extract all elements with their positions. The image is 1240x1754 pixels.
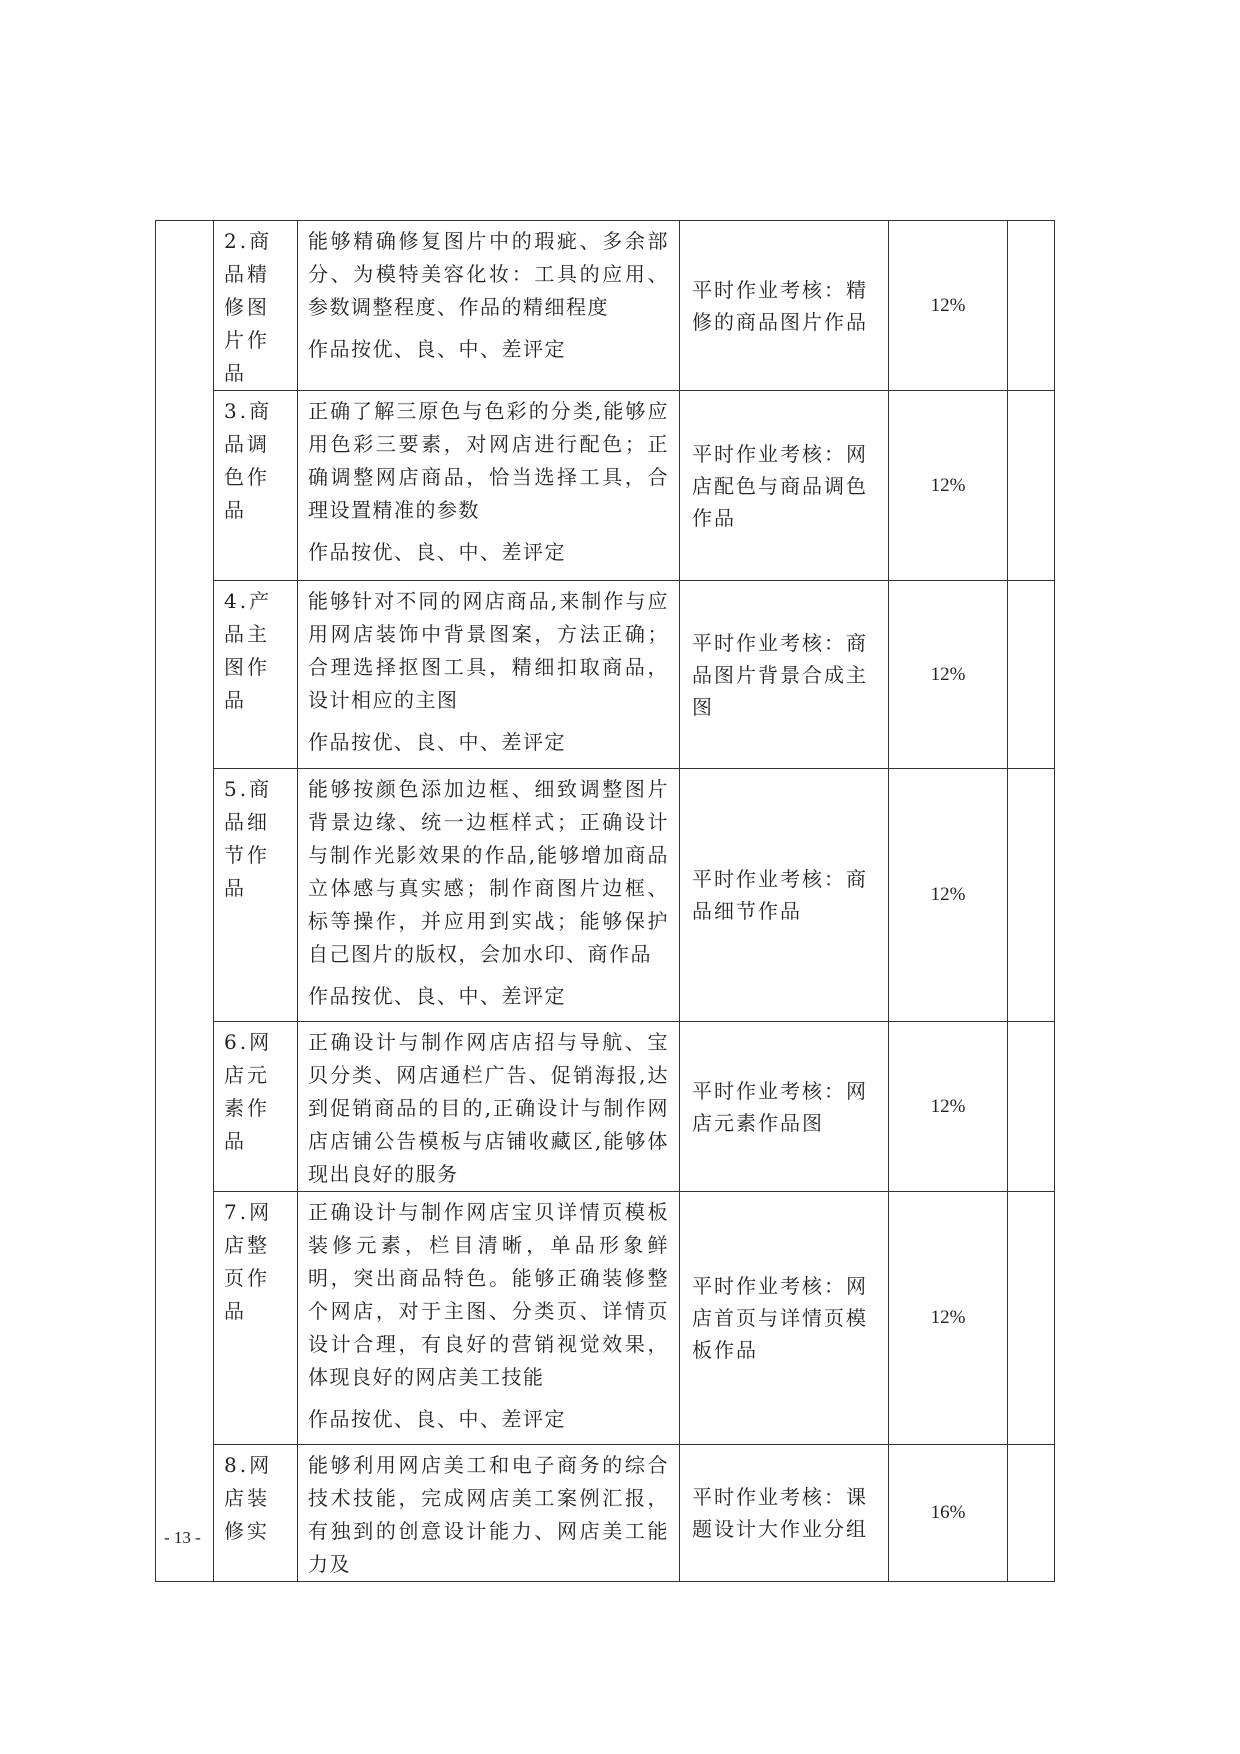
blank-right-cell	[1008, 391, 1055, 581]
weight-value: 12%	[930, 294, 966, 316]
table-row	[156, 1445, 1055, 1582]
blank-right-cell	[1008, 221, 1055, 391]
page-number: - 13 -	[164, 1528, 201, 1547]
table-row	[156, 221, 1055, 391]
method-text: 平时作业考核：商品细节作品	[692, 867, 868, 923]
assessment-table	[155, 220, 1055, 1582]
weight-value: 12%	[930, 1095, 966, 1117]
table-row	[156, 391, 1055, 581]
method-cell	[680, 1445, 889, 1582]
item-name-cell	[214, 221, 298, 391]
requirement-cell	[298, 1445, 680, 1582]
item-name: 7.网店整页作品	[224, 1200, 273, 1323]
grade-note: 作品按优、良、中、差评定	[308, 1407, 566, 1431]
method-text: 平时作业考核：网店首页与详情页模板作品	[692, 1274, 868, 1362]
blank-left-cell	[156, 221, 214, 1582]
item-name-cell	[214, 581, 298, 769]
table-row	[156, 581, 1055, 769]
weight-cell	[889, 581, 1008, 769]
requirement-cell	[298, 581, 680, 769]
grade-note: 作品按优、良、中、差评定	[308, 984, 566, 1008]
requirement-cell	[298, 391, 680, 581]
weight-cell	[889, 769, 1008, 1022]
method-text: 平时作业考核：网店配色与商品调色作品	[692, 441, 868, 530]
requirement-cell	[298, 221, 680, 391]
weight-cell	[889, 1192, 1008, 1445]
requirement-text: 能够利用网店美工和电子商务的综合技术技能，完成网店美工案例汇报，有独到的创意设计能力、网店美工能力及	[308, 1453, 669, 1576]
item-name: 2.商品精修图片作品	[224, 229, 273, 385]
weight-cell	[889, 1445, 1008, 1582]
method-cell	[680, 769, 889, 1022]
item-name-cell	[214, 1022, 298, 1192]
method-cell	[680, 1022, 889, 1192]
requirement-text: 能够按颜色添加边框、细致调整图片背景边缘、统一边框样式；正确设计与制作光影效果的作品,能够增加商品立体感与真实感；制作商图片边框、标等操作，并应用到实战；能够保护自己图片的版权，会加水印、商作品	[308, 777, 669, 966]
item-name-cell	[214, 1192, 298, 1445]
grade-note: 作品按优、良、中、差评定	[308, 540, 566, 564]
blank-right-cell	[1008, 581, 1055, 769]
method-cell	[680, 1192, 889, 1445]
requirement-text: 正确设计与制作网店店招与导航、宝贝分类、网店通栏广告、促销海报,达到促销商品的目的,正确设计与制作网店店铺公告模板与店铺收藏区,能够体现出良好的服务	[308, 1030, 669, 1186]
item-name: 3.商品调色作品	[224, 399, 273, 522]
requirement-text: 能够精确修复图片中的瑕疵、多余部分、为模特美容化妆：工具的应用、参数调整程度、作品的精细程度	[308, 229, 669, 319]
requirement-cell	[298, 769, 680, 1022]
weight-value: 12%	[930, 663, 966, 685]
weight-value: 12%	[930, 884, 966, 905]
method-cell	[680, 391, 889, 581]
item-name: 5.商品细节作品	[224, 777, 273, 900]
weight-value: 12%	[930, 474, 966, 496]
item-name: 4.产品主图作品	[224, 589, 273, 712]
grade-note: 作品按优、良、中、差评定	[308, 730, 566, 754]
requirement-cell	[298, 1022, 680, 1192]
weight-cell	[889, 221, 1008, 391]
item-name-cell	[214, 391, 298, 581]
requirement-text: 正确了解三原色与色彩的分类,能够应用色彩三要素，对网店进行配色；正确调整网店商品，恰当选择工具，合理设置精准的参数	[308, 399, 669, 522]
blank-right-cell	[1008, 769, 1055, 1022]
method-cell	[680, 581, 889, 769]
method-text: 平时作业考核：网店元素作品图	[692, 1078, 868, 1135]
item-name-cell	[214, 1445, 298, 1582]
blank-right-cell	[1008, 1192, 1055, 1445]
table-row	[156, 1192, 1055, 1445]
method-cell	[680, 221, 889, 391]
blank-right-cell	[1008, 1445, 1055, 1582]
weight-cell	[889, 1022, 1008, 1192]
requirement-text: 能够针对不同的网店商品,来制作与应用网店装饰中背景图案，方法正确；合理选择抠图工具，精细扣取商品，设计相应的主图	[308, 589, 669, 712]
item-name-cell	[214, 769, 298, 1022]
weight-value: 16%	[930, 1502, 966, 1523]
weight-cell	[889, 391, 1008, 581]
grade-note: 作品按优、良、中、差评定	[308, 337, 566, 361]
weight-value: 12%	[930, 1307, 966, 1328]
item-name: 6.网店元素作品	[224, 1030, 273, 1153]
method-text: 平时作业考核：课题设计大作业分组	[692, 1485, 868, 1541]
method-text: 平时作业考核：精修的商品图片作品	[692, 277, 868, 334]
requirement-cell	[298, 1192, 680, 1445]
table-row	[156, 1022, 1055, 1192]
table-row	[156, 769, 1055, 1022]
item-name: 8.网店装修实	[224, 1453, 273, 1543]
method-text: 平时作业考核：商品图片背景合成主图	[692, 630, 868, 719]
requirement-text: 正确设计与制作网店宝贝详情页模板装修元素，栏目清晰，单品形象鲜明，突出商品特色。能够正确装修整个网店，对于主图、分类页、详情页设计合理，有良好的营销视觉效果，体现良好的网店美工技能	[308, 1200, 669, 1389]
blank-right-cell	[1008, 1022, 1055, 1192]
